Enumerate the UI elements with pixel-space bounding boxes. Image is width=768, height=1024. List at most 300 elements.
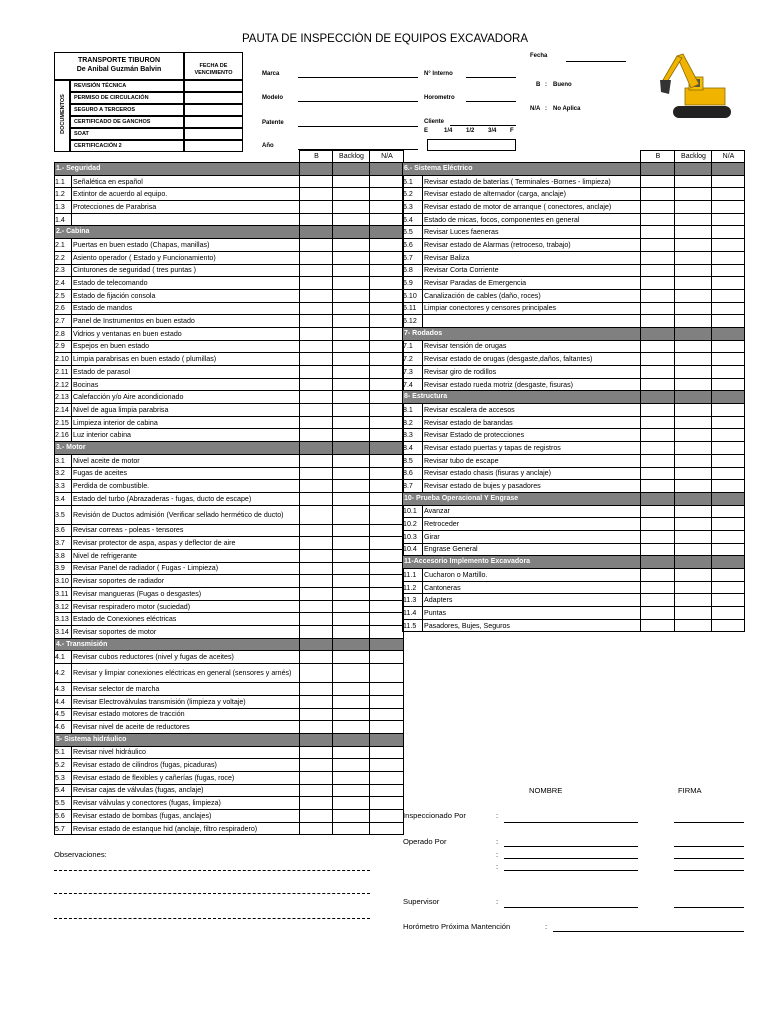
check-backlog-cell[interactable]: [675, 302, 712, 315]
check-backlog-cell[interactable]: [333, 562, 370, 575]
check-b-cell[interactable]: [641, 340, 675, 353]
check-backlog-cell[interactable]: [675, 581, 712, 594]
check-b-cell[interactable]: [641, 378, 675, 391]
check-na-cell[interactable]: [370, 327, 404, 340]
check-b-cell[interactable]: [641, 404, 675, 417]
check-na-cell[interactable]: [370, 289, 404, 302]
check-b-cell[interactable]: [641, 569, 675, 582]
check-backlog-cell[interactable]: [675, 404, 712, 417]
check-na-cell[interactable]: [370, 340, 404, 353]
check-backlog-cell[interactable]: [333, 429, 370, 442]
item-number: 6.1: [403, 175, 423, 188]
documents-label: DOCUMENTOS: [60, 94, 66, 134]
check-backlog-cell[interactable]: [675, 340, 712, 353]
check-na-cell[interactable]: [712, 530, 745, 543]
check-na-cell[interactable]: [370, 416, 404, 429]
check-b-cell[interactable]: [641, 175, 675, 188]
observaciones-line-2[interactable]: [54, 893, 370, 894]
supervisor-firma-line[interactable]: [674, 907, 744, 908]
check-backlog-cell[interactable]: [675, 543, 712, 556]
check-b-cell[interactable]: [641, 264, 675, 277]
check-na-cell[interactable]: [370, 549, 404, 562]
check-backlog-cell[interactable]: [333, 315, 370, 328]
check-backlog-cell[interactable]: [333, 683, 370, 696]
check-b-cell[interactable]: [641, 454, 675, 467]
operado-nombre-line-3[interactable]: [504, 870, 638, 871]
check-na-cell[interactable]: [370, 746, 404, 759]
check-backlog-cell[interactable]: [333, 213, 370, 226]
check-backlog-cell[interactable]: [333, 822, 370, 835]
check-backlog-cell[interactable]: [675, 366, 712, 379]
checklist-row: [55, 264, 404, 277]
item-number: 11.4: [403, 607, 423, 620]
item-text: Nivel de refrigerante: [72, 549, 300, 562]
check-na-cell[interactable]: [370, 524, 404, 537]
check-b-cell[interactable]: [300, 239, 333, 252]
item-text: Revisar estado de bujes y pasadores: [423, 480, 641, 493]
check-na-cell[interactable]: [712, 226, 745, 239]
check-b-cell[interactable]: [300, 810, 333, 823]
check-b-cell[interactable]: [300, 822, 333, 835]
check-b-cell[interactable]: [300, 201, 333, 214]
check-backlog-cell[interactable]: [675, 530, 712, 543]
check-backlog-cell[interactable]: [675, 239, 712, 252]
check-b-cell[interactable]: [300, 759, 333, 772]
check-b-cell[interactable]: [300, 366, 333, 379]
check-b-cell[interactable]: [300, 562, 333, 575]
operado-nombre-line-1[interactable]: [504, 846, 638, 847]
check-b-cell[interactable]: [300, 797, 333, 810]
check-b-cell[interactable]: [300, 175, 333, 188]
check-na-cell[interactable]: [712, 518, 745, 531]
fuel-e: E: [424, 128, 429, 134]
check-na-cell[interactable]: [712, 416, 745, 429]
check-b-cell[interactable]: [641, 416, 675, 429]
check-b-cell[interactable]: [641, 289, 675, 302]
horometro-line[interactable]: [466, 101, 516, 102]
check-b-cell[interactable]: [300, 600, 333, 613]
check-b-cell[interactable]: [641, 505, 675, 518]
check-backlog-cell[interactable]: [675, 226, 712, 239]
check-na-cell[interactable]: [712, 454, 745, 467]
check-backlog-cell[interactable]: [675, 467, 712, 480]
check-backlog-cell[interactable]: [333, 289, 370, 302]
check-b-cell[interactable]: [300, 378, 333, 391]
check-b-cell[interactable]: [641, 315, 675, 328]
check-na-cell[interactable]: [712, 353, 745, 366]
check-backlog-cell[interactable]: [333, 651, 370, 664]
check-backlog-cell[interactable]: [333, 391, 370, 404]
check-na-cell[interactable]: [712, 569, 745, 582]
check-na-cell[interactable]: [370, 683, 404, 696]
check-backlog-cell[interactable]: [333, 771, 370, 784]
check-b-cell[interactable]: [300, 277, 333, 290]
check-backlog-cell[interactable]: [333, 201, 370, 214]
excavator-track: [673, 106, 731, 118]
check-na-cell[interactable]: [370, 588, 404, 601]
check-b-cell[interactable]: [641, 277, 675, 290]
check-b-cell[interactable]: [300, 537, 333, 550]
n-interno-line[interactable]: [466, 77, 516, 78]
check-na-cell[interactable]: [370, 467, 404, 480]
check-backlog-cell[interactable]: [333, 188, 370, 201]
check-backlog-cell[interactable]: [333, 626, 370, 639]
check-na-cell[interactable]: [370, 201, 404, 214]
check-b-cell[interactable]: [300, 467, 333, 480]
cliente-line[interactable]: [450, 125, 516, 126]
check-na-cell[interactable]: [712, 213, 745, 226]
anio-label: Año: [262, 143, 274, 149]
check-na-cell[interactable]: [370, 175, 404, 188]
check-na-cell[interactable]: [712, 619, 745, 632]
check-backlog-cell[interactable]: [333, 537, 370, 550]
check-na-cell[interactable]: [370, 378, 404, 391]
item-number: 3.5: [55, 505, 72, 524]
check-na-cell[interactable]: [712, 201, 745, 214]
check-na-cell[interactable]: [370, 562, 404, 575]
fuel-q3: 3/4: [488, 128, 497, 134]
check-b-cell[interactable]: [300, 492, 333, 505]
check-b-cell[interactable]: [300, 480, 333, 493]
check-backlog-cell[interactable]: [675, 518, 712, 531]
check-backlog-cell[interactable]: [333, 588, 370, 601]
check-na-cell[interactable]: [712, 404, 745, 417]
check-backlog-cell[interactable]: [333, 784, 370, 797]
check-backlog-cell[interactable]: [675, 315, 712, 328]
check-na-cell[interactable]: [370, 302, 404, 315]
check-backlog-cell[interactable]: [333, 664, 370, 683]
check-backlog-cell[interactable]: [333, 378, 370, 391]
check-na-cell[interactable]: [712, 366, 745, 379]
check-na-cell[interactable]: [370, 429, 404, 442]
check-b-cell[interactable]: [641, 619, 675, 632]
check-na-cell[interactable]: [712, 340, 745, 353]
check-na-cell[interactable]: [712, 442, 745, 455]
check-na-cell[interactable]: [712, 429, 745, 442]
check-b-cell[interactable]: [300, 302, 333, 315]
check-na-cell[interactable]: [370, 695, 404, 708]
check-backlog-cell[interactable]: [675, 277, 712, 290]
check-backlog-cell[interactable]: [675, 264, 712, 277]
check-b-cell[interactable]: [300, 746, 333, 759]
item-number: 10.1: [403, 505, 423, 518]
fecha-line[interactable]: [566, 61, 626, 62]
item-number: 2.2: [55, 251, 72, 264]
check-na-cell[interactable]: [370, 651, 404, 664]
check-b-cell[interactable]: [300, 588, 333, 601]
check-na-cell[interactable]: [370, 277, 404, 290]
check-na-cell[interactable]: [370, 391, 404, 404]
check-na-cell[interactable]: [370, 771, 404, 784]
check-backlog-cell[interactable]: [333, 251, 370, 264]
check-na-cell[interactable]: [370, 366, 404, 379]
item-number: 8.2: [403, 416, 423, 429]
check-na-cell[interactable]: [370, 264, 404, 277]
check-backlog-cell[interactable]: [675, 378, 712, 391]
check-backlog-cell[interactable]: [675, 213, 712, 226]
inspeccionado-firma-line[interactable]: [674, 822, 744, 823]
check-backlog-cell[interactable]: [333, 575, 370, 588]
check-b-cell[interactable]: [300, 695, 333, 708]
check-backlog-cell[interactable]: [333, 416, 370, 429]
check-backlog-cell[interactable]: [333, 549, 370, 562]
check-backlog-cell[interactable]: [675, 429, 712, 442]
supervisor-label: Supervisor: [403, 897, 440, 906]
horometro-mantencion-line[interactable]: [553, 931, 744, 932]
item-number: 2.5: [55, 289, 72, 302]
check-na-cell[interactable]: [370, 797, 404, 810]
item-text: Revisar Estado de protecciones: [423, 429, 641, 442]
firma-header: FIRMA: [678, 786, 702, 795]
operado-firma-line-2[interactable]: [674, 858, 744, 859]
check-na-cell[interactable]: [712, 315, 745, 328]
check-na-cell[interactable]: [370, 404, 404, 417]
check-backlog-cell[interactable]: [333, 746, 370, 759]
check-na-cell[interactable]: [712, 505, 745, 518]
checklist-row: [55, 213, 404, 226]
check-na-cell[interactable]: [370, 537, 404, 550]
check-b-cell[interactable]: [641, 353, 675, 366]
item-text: Revisar estado rueda motriz (desgaste, fisuras): [423, 378, 641, 391]
check-na-cell[interactable]: [370, 575, 404, 588]
check-na-cell[interactable]: [370, 600, 404, 613]
check-backlog-cell[interactable]: [333, 721, 370, 734]
check-b-cell[interactable]: [300, 353, 333, 366]
checklist-row: [55, 575, 404, 588]
check-na-cell[interactable]: [370, 664, 404, 683]
check-backlog-cell[interactable]: [333, 467, 370, 480]
check-na-cell[interactable]: [712, 378, 745, 391]
checklist-row: [55, 600, 404, 613]
item-text: Nivel aceite de motor: [72, 454, 300, 467]
check-na-cell[interactable]: [370, 315, 404, 328]
check-na-cell[interactable]: [370, 810, 404, 823]
check-b-cell[interactable]: [641, 594, 675, 607]
check-b-cell[interactable]: [300, 454, 333, 467]
check-backlog-cell[interactable]: [333, 175, 370, 188]
check-backlog-cell[interactable]: [675, 607, 712, 620]
check-b-cell[interactable]: [300, 188, 333, 201]
observaciones-line-3[interactable]: [54, 918, 370, 919]
check-na-cell[interactable]: [370, 239, 404, 252]
check-b-cell[interactable]: [641, 366, 675, 379]
check-backlog-cell[interactable]: [333, 797, 370, 810]
checklist-row: [55, 721, 404, 734]
check-backlog-cell[interactable]: [333, 302, 370, 315]
check-na-cell[interactable]: [712, 467, 745, 480]
check-backlog-cell[interactable]: [675, 594, 712, 607]
check-backlog-cell[interactable]: [333, 492, 370, 505]
check-na-cell[interactable]: [712, 188, 745, 201]
document-expiry-cell[interactable]: [184, 128, 243, 140]
check-b-cell[interactable]: [641, 302, 675, 315]
check-na-cell[interactable]: [712, 251, 745, 264]
check-na-cell[interactable]: [712, 594, 745, 607]
check-na-cell[interactable]: [712, 581, 745, 594]
check-na-cell[interactable]: [370, 353, 404, 366]
check-b-cell[interactable]: [300, 575, 333, 588]
check-backlog-cell[interactable]: [333, 239, 370, 252]
check-b-cell[interactable]: [300, 327, 333, 340]
check-b-cell[interactable]: [300, 721, 333, 734]
check-b-cell[interactable]: [300, 613, 333, 626]
check-b-cell[interactable]: [641, 467, 675, 480]
check-na-cell[interactable]: [370, 505, 404, 524]
check-backlog-cell[interactable]: [333, 340, 370, 353]
checklist-row: [55, 467, 404, 480]
check-backlog-cell[interactable]: [333, 810, 370, 823]
modelo-line[interactable]: [298, 101, 418, 102]
check-na-cell[interactable]: [370, 759, 404, 772]
check-backlog-cell[interactable]: [333, 454, 370, 467]
check-backlog-cell[interactable]: [675, 619, 712, 632]
check-b-cell[interactable]: [300, 683, 333, 696]
check-na-cell[interactable]: [370, 251, 404, 264]
check-b-cell[interactable]: [641, 201, 675, 214]
check-b-cell[interactable]: [641, 442, 675, 455]
check-backlog-cell[interactable]: [333, 708, 370, 721]
inspeccionado-colon: :: [496, 811, 499, 820]
check-b-cell[interactable]: [300, 651, 333, 664]
check-b-cell[interactable]: [641, 188, 675, 201]
check-backlog-cell[interactable]: [333, 695, 370, 708]
check-b-cell[interactable]: [641, 530, 675, 543]
operado-firma-line-3[interactable]: [674, 870, 744, 871]
check-b-cell[interactable]: [641, 480, 675, 493]
check-b-cell[interactable]: [300, 505, 333, 524]
check-backlog-cell[interactable]: [333, 600, 370, 613]
document-expiry-cell[interactable]: [184, 80, 243, 92]
check-na-cell[interactable]: [370, 480, 404, 493]
check-na-cell[interactable]: [712, 289, 745, 302]
check-b-cell[interactable]: [300, 289, 333, 302]
supervisor-nombre-line[interactable]: [504, 907, 638, 908]
operado-firma-line-1[interactable]: [674, 846, 744, 847]
check-b-cell[interactable]: [300, 626, 333, 639]
check-na-cell[interactable]: [712, 543, 745, 556]
check-na-cell[interactable]: [370, 492, 404, 505]
check-backlog-cell[interactable]: [333, 264, 370, 277]
item-text: Revisar estado de flexibles y cañerías (fugas, roce): [72, 771, 300, 784]
check-b-cell[interactable]: [641, 518, 675, 531]
check-backlog-cell[interactable]: [333, 759, 370, 772]
check-b-cell[interactable]: [641, 251, 675, 264]
check-backlog-cell[interactable]: [675, 480, 712, 493]
check-na-cell[interactable]: [712, 302, 745, 315]
check-backlog-cell[interactable]: [675, 201, 712, 214]
check-backlog-cell[interactable]: [333, 505, 370, 524]
item-text: Estado de parasol: [72, 366, 300, 379]
check-backlog-cell[interactable]: [675, 454, 712, 467]
check-b-cell[interactable]: [641, 543, 675, 556]
item-text: Revisar estado de estanque hid (anclaje, filtro respiradero): [72, 822, 300, 835]
check-na-cell[interactable]: [370, 613, 404, 626]
check-backlog-cell[interactable]: [675, 188, 712, 201]
checklist-row: [403, 442, 745, 455]
check-backlog-cell[interactable]: [333, 353, 370, 366]
check-b-cell[interactable]: [300, 416, 333, 429]
check-backlog-cell[interactable]: [333, 277, 370, 290]
item-text: Calefacción y/o Aire acondicionado: [72, 391, 300, 404]
check-na-cell[interactable]: [370, 721, 404, 734]
legend-na-sep: :: [545, 106, 547, 112]
check-backlog-cell[interactable]: [333, 404, 370, 417]
check-na-cell[interactable]: [370, 213, 404, 226]
check-b-cell[interactable]: [300, 708, 333, 721]
check-backlog-cell[interactable]: [675, 175, 712, 188]
observaciones-line-1[interactable]: [54, 870, 370, 871]
check-b-cell[interactable]: [300, 340, 333, 353]
check-na-cell[interactable]: [712, 277, 745, 290]
inspeccionado-nombre-line[interactable]: [504, 822, 638, 823]
check-b-cell[interactable]: [300, 315, 333, 328]
check-backlog-cell[interactable]: [333, 327, 370, 340]
check-b-cell[interactable]: [641, 581, 675, 594]
patente-line[interactable]: [298, 126, 418, 127]
check-na-cell[interactable]: [712, 264, 745, 277]
check-backlog-cell[interactable]: [675, 353, 712, 366]
check-b-cell[interactable]: [300, 404, 333, 417]
check-backlog-cell[interactable]: [333, 480, 370, 493]
check-na-cell[interactable]: [370, 188, 404, 201]
check-na-cell[interactable]: [370, 454, 404, 467]
check-backlog-cell[interactable]: [675, 442, 712, 455]
check-b-cell[interactable]: [300, 251, 333, 264]
document-expiry-cell[interactable]: [184, 92, 243, 104]
marca-line[interactable]: [298, 77, 418, 78]
check-backlog-cell[interactable]: [333, 524, 370, 537]
check-na-cell[interactable]: [712, 607, 745, 620]
check-backlog-cell[interactable]: [675, 289, 712, 302]
check-na-cell[interactable]: [370, 784, 404, 797]
document-expiry-cell[interactable]: [184, 104, 243, 116]
check-na-cell[interactable]: [370, 822, 404, 835]
check-backlog-cell[interactable]: [675, 569, 712, 582]
check-b-cell[interactable]: [641, 607, 675, 620]
check-na-cell[interactable]: [712, 239, 745, 252]
operado-nombre-line-2[interactable]: [504, 858, 638, 859]
check-b-cell[interactable]: [300, 771, 333, 784]
check-backlog-cell[interactable]: [675, 505, 712, 518]
check-na-cell[interactable]: [712, 175, 745, 188]
check-b-cell[interactable]: [641, 226, 675, 239]
check-backlog-cell[interactable]: [675, 251, 712, 264]
check-b-cell[interactable]: [300, 549, 333, 562]
check-b-cell[interactable]: [300, 784, 333, 797]
legend-b: B: [536, 82, 541, 88]
operado-colon-3: :: [496, 862, 499, 871]
check-b-cell[interactable]: [641, 213, 675, 226]
check-b-cell[interactable]: [300, 391, 333, 404]
column-header-row: [403, 151, 745, 163]
check-b-cell[interactable]: [641, 239, 675, 252]
check-b-cell[interactable]: [300, 524, 333, 537]
check-b-cell[interactable]: [300, 664, 333, 683]
check-na-cell[interactable]: [712, 480, 745, 493]
check-na-cell[interactable]: [370, 626, 404, 639]
check-b-cell[interactable]: [300, 264, 333, 277]
check-backlog-cell[interactable]: [675, 416, 712, 429]
check-b-cell[interactable]: [300, 213, 333, 226]
check-b-cell[interactable]: [641, 429, 675, 442]
checklist-row: [55, 251, 404, 264]
check-backlog-cell[interactable]: [333, 613, 370, 626]
check-backlog-cell[interactable]: [333, 366, 370, 379]
check-b-cell[interactable]: [300, 429, 333, 442]
document-expiry-cell[interactable]: [184, 116, 243, 128]
document-row: REVISIÓN TÉCNICA: [70, 80, 184, 92]
check-na-cell[interactable]: [370, 708, 404, 721]
